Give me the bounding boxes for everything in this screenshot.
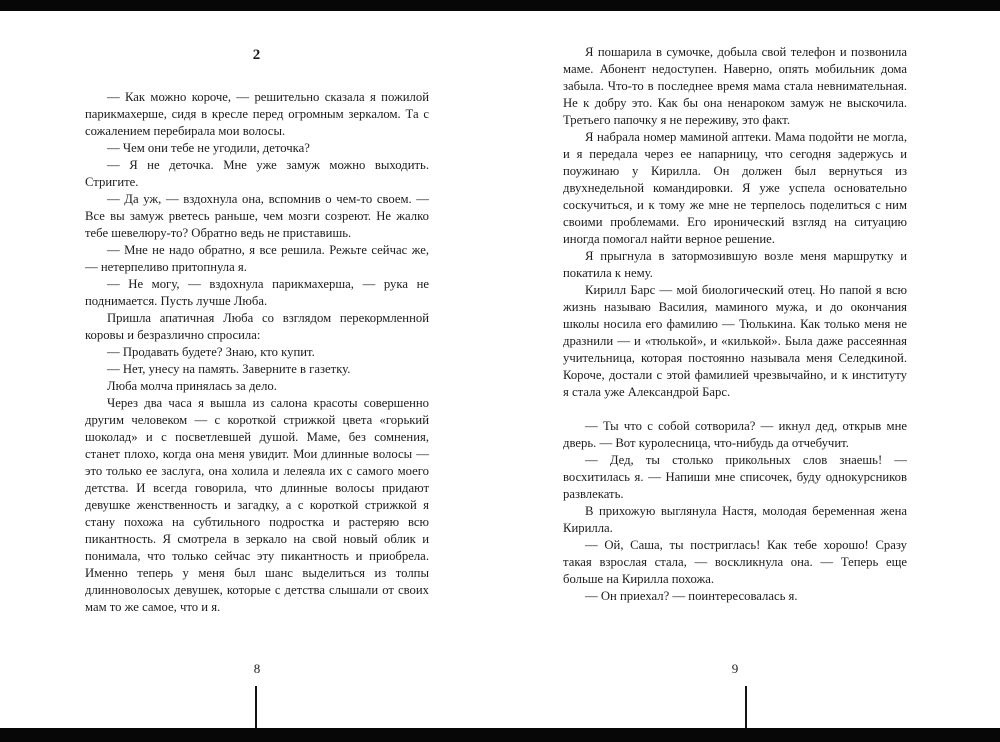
chapter-number: 2 [252,47,262,63]
paragraph: — Нет, унесу на память. Заверните в газетку. [107,362,351,376]
paragraph: Через два часа я вышла из салона красоты совершенно другим человеком — с короткой стрижкой цвета «горький шоколад» и с посветлевшей душой. Маме, без сомнения, станет плохо, когда она меня увидит. Мои длинные волосы — это только ее заслуга, она холила и лелеяла их с самого моего детства. И всегда говорила, что длинные волосы придают девушке женственность и загадку, а с короткой стрижкой я стану похожа на субтильного подростка и растеряю всю пикантность. Я смотрела в зеркало на свой новый облик и понимала, что только сейчас эту пикантность и приобрела. Именно теперь у меня был шанс выделиться из толпы длинноволосых девушек, которые с детства слышали от своих мам то же самое, что и я. [85,396,429,614]
right-page-text [563,44,907,605]
paragraph: — Чем они тебе не угодили, деточка? [107,141,310,155]
paragraph: Пришла апатичная Люба со взглядом перекормленной коровы и безразлично спросила: [85,311,429,342]
paragraph: Я пошарила в сумочке, добыла свой телефон и позвонила маме. Абонент недоступен. Наверно, опять мобильник дома забыла. Что-то в последнее время мама стала невнимательная. Не к добру это. Как бы она ненароком замуж не выскочила. Третьего папочку я не переживу, это факт. [563,45,907,127]
paragraph: — Ты что с собой сотворила? — икнул дед, открыв мне дверь. — Вот куролесница, что-нибудь да отчебучит. [563,419,907,450]
binding-mark-left [255,686,257,728]
paragraph: Люба молча принялась за дело. [107,379,277,393]
paragraph: — Мне не надо обратно, я все решила. Режьте сейчас же, — нетерпеливо притопнула я. [85,243,429,274]
paragraph: Кирилл Барс — мой биологический отец. Но папой я всю жизнь называю Василия, маминого мужа, и до окончания школы носила его фамилию — Тюлькина. Как только меня не дразнили — и «тюлькой», и «килькой». Была даже рассеянная учительница, которая постоянно называла меня Селедкиной. Короче, достали с этой фамилией чрезвычайно, и к институту я стала уже Александрой Барс. [563,283,907,399]
left-page-text [85,89,429,616]
paragraph: — Я не деточка. Мне уже замуж можно выходить. Стригите. [85,158,429,189]
binding-mark-right [745,686,747,728]
paragraph: — Дед, ты столько прикольных слов знаешь! — восхитилась я. — Напиши мне списочек, буду однокурсников развлекать. [563,453,907,501]
paragraph: — Он приехал? — поинтересовалась я. [585,589,798,603]
page-right [563,44,907,605]
page-number-right: 9 [731,661,739,676]
paragraph: Я прыгнула в затормозившую возле меня маршрутку и покатила к нему. [563,249,907,280]
paragraph: — Да уж, — вздохнула она, вспомнив о чем-то своем. — Все вы замуж рветесь раньше, чем мозги созреют. Не жалко тебе шевелюру-то? Обратно ведь не приставишь. [85,192,429,240]
paragraph: — Как можно короче, — решительно сказала я пожилой парикмахерше, сидя в кресле перед огромным зеркалом. Та с сожалением перебирала мои волосы. [85,90,429,138]
top-edge-bar [0,0,1000,11]
page-number-left: 8 [253,661,261,676]
paragraph: — Продавать будете? Знаю, кто купит. [107,345,315,359]
paragraph: — Ой, Саша, ты постриглась! Как тебе хорошо! Сразу такая взрослая стала, — воскликнула она. — Теперь еще больше на Кирилла похожа. [563,538,907,586]
paragraph: В прихожую выглянула Настя, молодая беременная жена Кирилла. [563,504,907,535]
page-left [85,47,429,616]
bottom-edge-bar [0,728,1000,742]
paragraph: — Не могу, — вздохнула парикмахерша, — рука не поднимается. Пусть лучше Люба. [85,277,429,308]
paragraph: Я набрала номер маминой аптеки. Мама подойти не могла, и я передала через ее напарницу, что сегодня задержусь и поужинаю у Кирилла. Он должен был вернуться из двухнедельной командировки. Я уже успела основательно соскучиться, и к тому же мне не терпелось поделиться с ним своими проблемами. Его иронический взгляд на ситуацию иногда помогал найти верное решение. [563,130,907,246]
